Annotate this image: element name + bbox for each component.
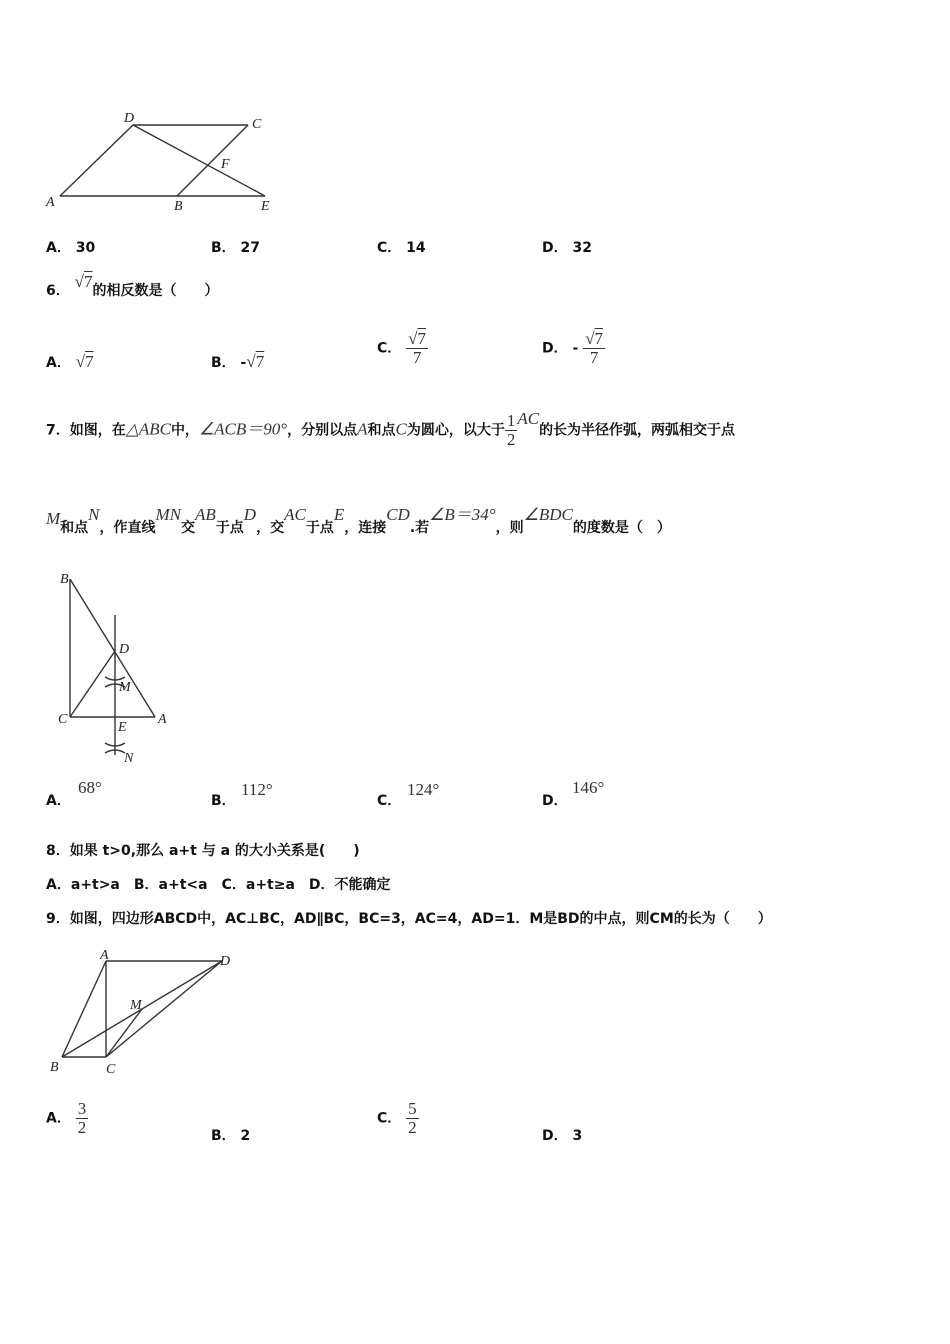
q9-figure xyxy=(40,945,250,1080)
q9-question: 9．如图，四边形ABCD中，AC⊥BC，AD∥BC，BC=3，AC=4，AD=1．M是BD的中点，则CM的长为（ ） xyxy=(46,911,772,927)
q9-option-c[interactable]: C． $\frac{5}{2}$ xyxy=(377,1099,417,1137)
q9-option-b[interactable]: B． 2 xyxy=(211,1128,251,1144)
q5-figure xyxy=(40,100,290,220)
label-B: B xyxy=(174,199,183,214)
q8-question: 8．如果 t>0,那么 a+t 与 a 的大小关系是( ) xyxy=(46,843,360,859)
label-A: A xyxy=(46,195,55,210)
q6-option-b[interactable]: B． -√7 xyxy=(211,352,265,371)
q6-option-a[interactable]: A． √7 xyxy=(46,352,94,371)
label-D: D xyxy=(124,111,135,126)
label-F: F xyxy=(221,157,230,172)
q7-question-line2: M和点N，作直线MN交AB于点D，交AC于点E，连接CD.若∠B＝34°，则∠BDC的度数是（ ） xyxy=(46,505,671,536)
label-E: E xyxy=(118,720,127,735)
q5-option-b[interactable]: B． 27 xyxy=(211,240,261,256)
q7-figure xyxy=(50,565,190,770)
q6-option-d[interactable]: D． - $\frac{√7}{7}$ xyxy=(542,329,604,367)
q6-option-c[interactable]: C． $\frac{√7}{7}$ xyxy=(377,329,426,367)
label-C: C xyxy=(252,117,262,132)
q7-option-b[interactable]: B． xyxy=(211,793,236,809)
q7-option-d-value: 146° xyxy=(572,778,605,797)
label-N: N xyxy=(124,751,134,766)
q7-question-line1: 7．如图，在△ABC中，∠ACB＝90°，分别以点A和点C为圆心，以大于 $\frac{1}{2}$ AC的长为半径作弧，两弧相交于点 xyxy=(46,409,736,449)
q7-option-a-value: 68° xyxy=(78,778,102,797)
label-D: D xyxy=(220,954,231,969)
q7-option-a[interactable]: A． xyxy=(46,793,71,809)
q5-option-c[interactable]: C． 14 xyxy=(377,240,426,256)
label-E: E xyxy=(261,199,270,214)
label-D: D xyxy=(119,642,130,657)
label-A: A xyxy=(158,712,167,727)
label-A: A xyxy=(100,948,109,963)
label-B: B xyxy=(60,572,69,587)
q9-option-d[interactable]: D． 3 xyxy=(542,1128,583,1144)
q9-option-a[interactable]: A． $\frac{3}{2}$ xyxy=(46,1099,87,1137)
label-B: B xyxy=(50,1060,59,1075)
q7-option-d[interactable]: D． xyxy=(542,793,568,809)
q8-options[interactable]: A．a+t>a B．a+t<a C．a+t≥a D．不能确定 xyxy=(46,877,391,893)
label-M: M xyxy=(119,680,131,695)
q5-option-a[interactable]: A． 30 xyxy=(46,240,96,256)
label-M: M xyxy=(130,998,142,1013)
q5-option-d[interactable]: D． 32 xyxy=(542,240,592,256)
label-C: C xyxy=(106,1062,116,1077)
q7-option-b-value: 112° xyxy=(241,780,273,799)
q7-option-c[interactable]: C． xyxy=(377,793,402,809)
q6-question: 6． √7的相反数是（ ） xyxy=(46,272,219,299)
q7-option-c-value: 124° xyxy=(407,780,440,799)
label-C: C xyxy=(58,712,68,727)
